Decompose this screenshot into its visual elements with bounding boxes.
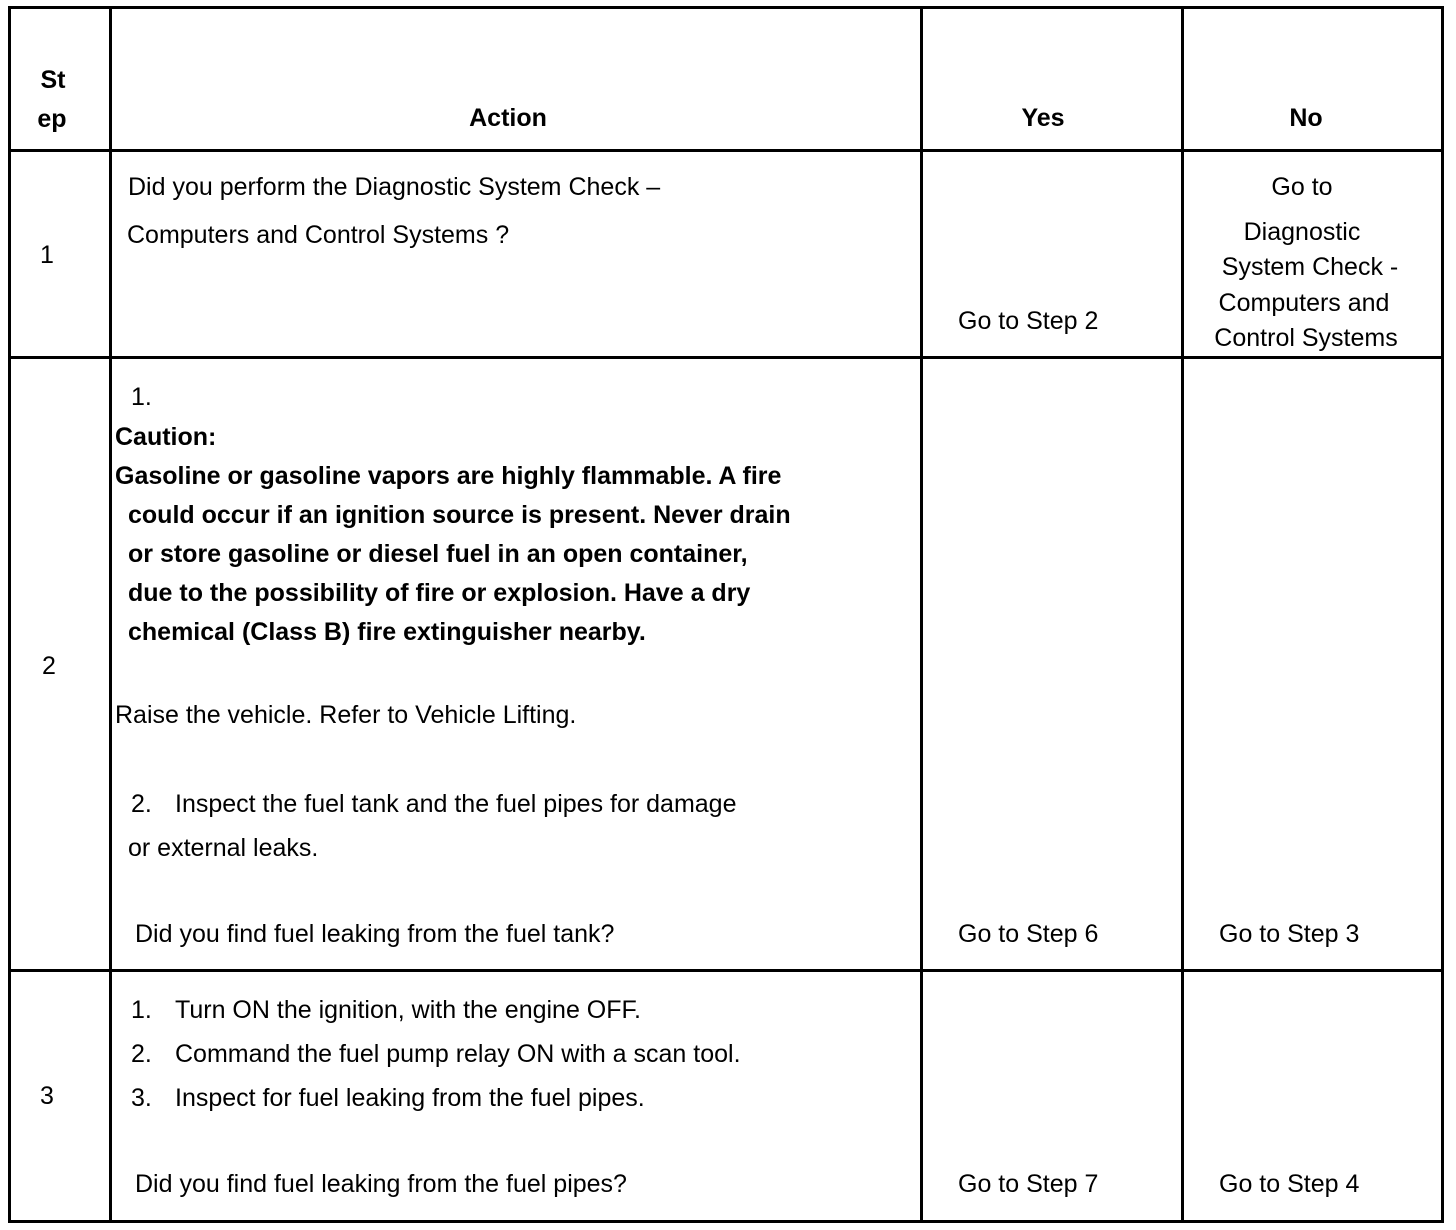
- row-divider-1: [8, 356, 1444, 359]
- col-divider-action: [920, 6, 923, 1223]
- row3-item3-text: Inspect for fuel leaking from the fuel pipes.: [175, 1084, 645, 1112]
- row2-yes: Go to Step 6: [958, 920, 1099, 948]
- row2-question: Did you find fuel leaking from the fuel tank?: [135, 920, 615, 948]
- caution-line1: Gasoline or gasoline vapors are highly flammable. A fire: [115, 462, 782, 490]
- caution-line4: due to the possibility of fire or explosion. Have a dry: [128, 579, 751, 607]
- step-number-1: 1: [40, 241, 54, 269]
- caution-line2: could occur if an ignition source is present. Never drain: [128, 501, 791, 529]
- step-number-3: 3: [40, 1082, 54, 1110]
- header-step-line1: St: [40, 66, 66, 94]
- row3-item1-number: 1.: [131, 996, 152, 1024]
- row1-action-line1: Did you perform the Diagnostic System Check –: [128, 173, 661, 201]
- col-divider-step: [109, 6, 112, 1223]
- caution-line5: chemical (Class B) fire extinguisher nearby.: [128, 618, 646, 646]
- row3-item2-text: Command the fuel pump relay ON with a scan tool.: [175, 1040, 741, 1068]
- header-step-line2: ep: [37, 105, 67, 133]
- table-border-right: [1441, 6, 1444, 1223]
- row2-item1-number: 1.: [131, 383, 152, 411]
- row1-yes: Go to Step 2: [958, 307, 1099, 335]
- row2-raise-vehicle: Raise the vehicle. Refer to Vehicle Lifting.: [115, 701, 577, 729]
- row3-item2-number: 2.: [131, 1040, 152, 1068]
- row1-no-line4: Computers and: [1218, 289, 1390, 317]
- table-border-bottom: [8, 1220, 1444, 1223]
- row3-yes: Go to Step 7: [958, 1170, 1099, 1198]
- col-divider-yes: [1181, 6, 1184, 1223]
- row2-item2-line1: Inspect the fuel tank and the fuel pipes for damage: [175, 790, 737, 818]
- row1-no-line1: Go to: [1271, 173, 1333, 201]
- row3-item3-number: 3.: [131, 1084, 152, 1112]
- row2-no: Go to Step 3: [1219, 920, 1360, 948]
- row3-question: Did you find fuel leaking from the fuel pipes?: [135, 1170, 627, 1198]
- header-action: Action: [469, 104, 547, 132]
- row1-no-line3: System Check -: [1221, 253, 1399, 281]
- row1-no-line5: Control Systems: [1214, 324, 1398, 352]
- step-number-2: 2: [42, 652, 56, 680]
- row1-action-line2: Computers and Control Systems ?: [127, 221, 510, 249]
- table-border-left: [8, 6, 11, 1223]
- header-no: No: [1289, 104, 1323, 132]
- table-border-top: [8, 6, 1444, 9]
- header-divider: [8, 149, 1444, 152]
- row3-no: Go to Step 4: [1219, 1170, 1360, 1198]
- caution-line3: or store gasoline or diesel fuel in an open container,: [128, 540, 748, 568]
- row2-item2-line2: or external leaks.: [128, 834, 319, 862]
- row-divider-2: [8, 969, 1444, 972]
- row2-item2-number: 2.: [131, 790, 152, 818]
- caution-label: Caution:: [115, 423, 217, 451]
- row1-no-line2: Diagnostic: [1243, 218, 1361, 246]
- row3-item1-text: Turn ON the ignition, with the engine OFF.: [175, 996, 641, 1024]
- header-yes: Yes: [1021, 104, 1065, 132]
